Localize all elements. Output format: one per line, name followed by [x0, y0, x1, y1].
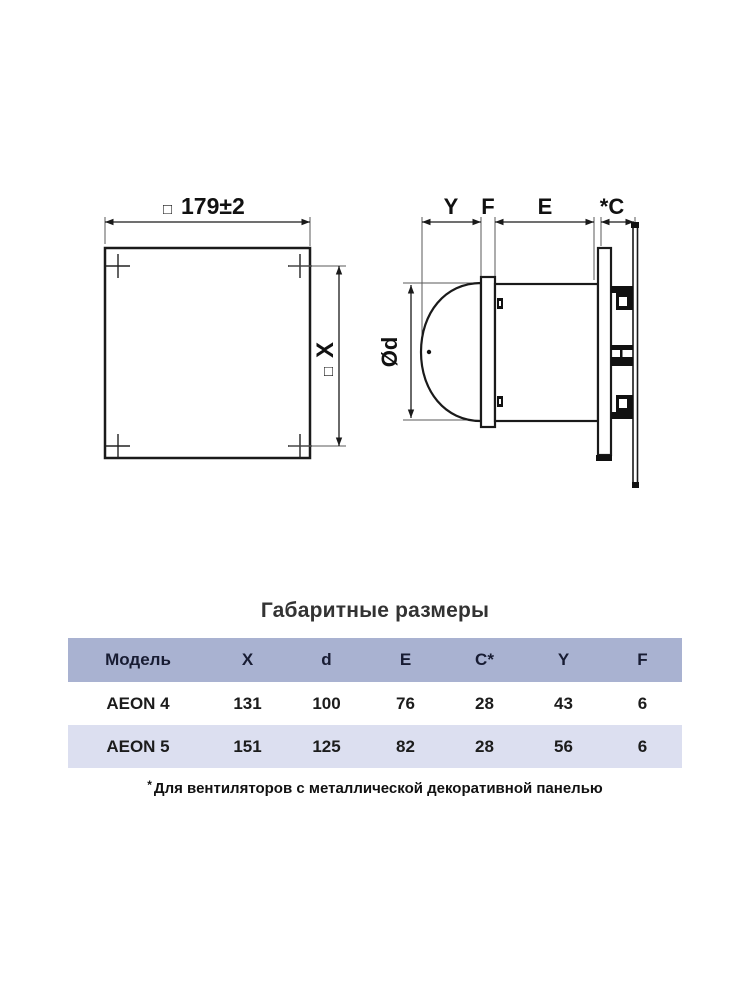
panel-clip-middle	[611, 345, 633, 366]
front-view	[105, 193, 346, 458]
panel-clip-bottom	[611, 395, 633, 419]
decorative-panel	[633, 226, 638, 487]
table-row-aeon5	[68, 725, 682, 768]
dim-label-e: E	[537, 194, 553, 219]
dome-center-mark	[427, 350, 431, 354]
header-cell-e: E	[399, 650, 412, 669]
page-title: Габаритные размеры	[260, 599, 490, 622]
dim-label-f: F	[481, 194, 495, 219]
panel-clip-top	[611, 286, 633, 310]
cell-model: AEON 4	[106, 693, 170, 713]
decorative-panel-top-cap	[631, 222, 639, 228]
dim-label-c: *C	[599, 194, 625, 219]
body-latch-bottom-slot	[499, 399, 501, 404]
header-cell-x: X	[241, 650, 254, 669]
cell-model: AEON 5	[106, 736, 170, 756]
header-cell-model: Модель	[105, 650, 171, 669]
cell-d: 100	[312, 693, 341, 713]
mounting-plate-foot	[596, 455, 612, 461]
cell-y: 56	[554, 736, 573, 756]
decorative-panel-bottom-cap	[632, 482, 639, 488]
front-panel-outline	[105, 248, 310, 458]
cell-c: 28	[475, 736, 494, 756]
front-cover-edge	[481, 277, 495, 427]
cell-x: 151	[233, 736, 262, 756]
dim-label-y: Y	[443, 194, 459, 219]
cell-f: 6	[637, 693, 648, 713]
cell-y: 43	[554, 693, 573, 713]
cell-d: 125	[312, 736, 341, 756]
side-view	[377, 194, 639, 488]
width-dimension-label: □ 179±2	[163, 193, 245, 219]
footnote-text: Для вентиляторов с металлической декоративной панелью	[153, 780, 603, 797]
table-row-aeon4	[68, 682, 682, 725]
cell-f: 6	[637, 736, 648, 756]
body-latch-top-slot	[499, 301, 501, 306]
cell-e: 76	[396, 693, 415, 713]
footnote	[0, 778, 750, 797]
header-cell-d: d	[321, 650, 332, 669]
footnote-asterisk: *	[147, 778, 152, 792]
dimensions-table	[68, 638, 682, 768]
fan-body	[495, 284, 598, 421]
mounting-plate	[598, 248, 611, 455]
cell-c: 28	[475, 693, 494, 713]
height-dimension-label: □ X	[312, 341, 339, 376]
cell-x: 131	[233, 693, 262, 713]
dim-label-d: Ød	[377, 336, 402, 368]
header-cell-c: C*	[475, 650, 494, 669]
header-cell-f: F	[637, 650, 648, 669]
cell-e: 82	[396, 736, 415, 756]
header-cell-y: Y	[557, 650, 570, 669]
table-header-row	[68, 638, 682, 682]
